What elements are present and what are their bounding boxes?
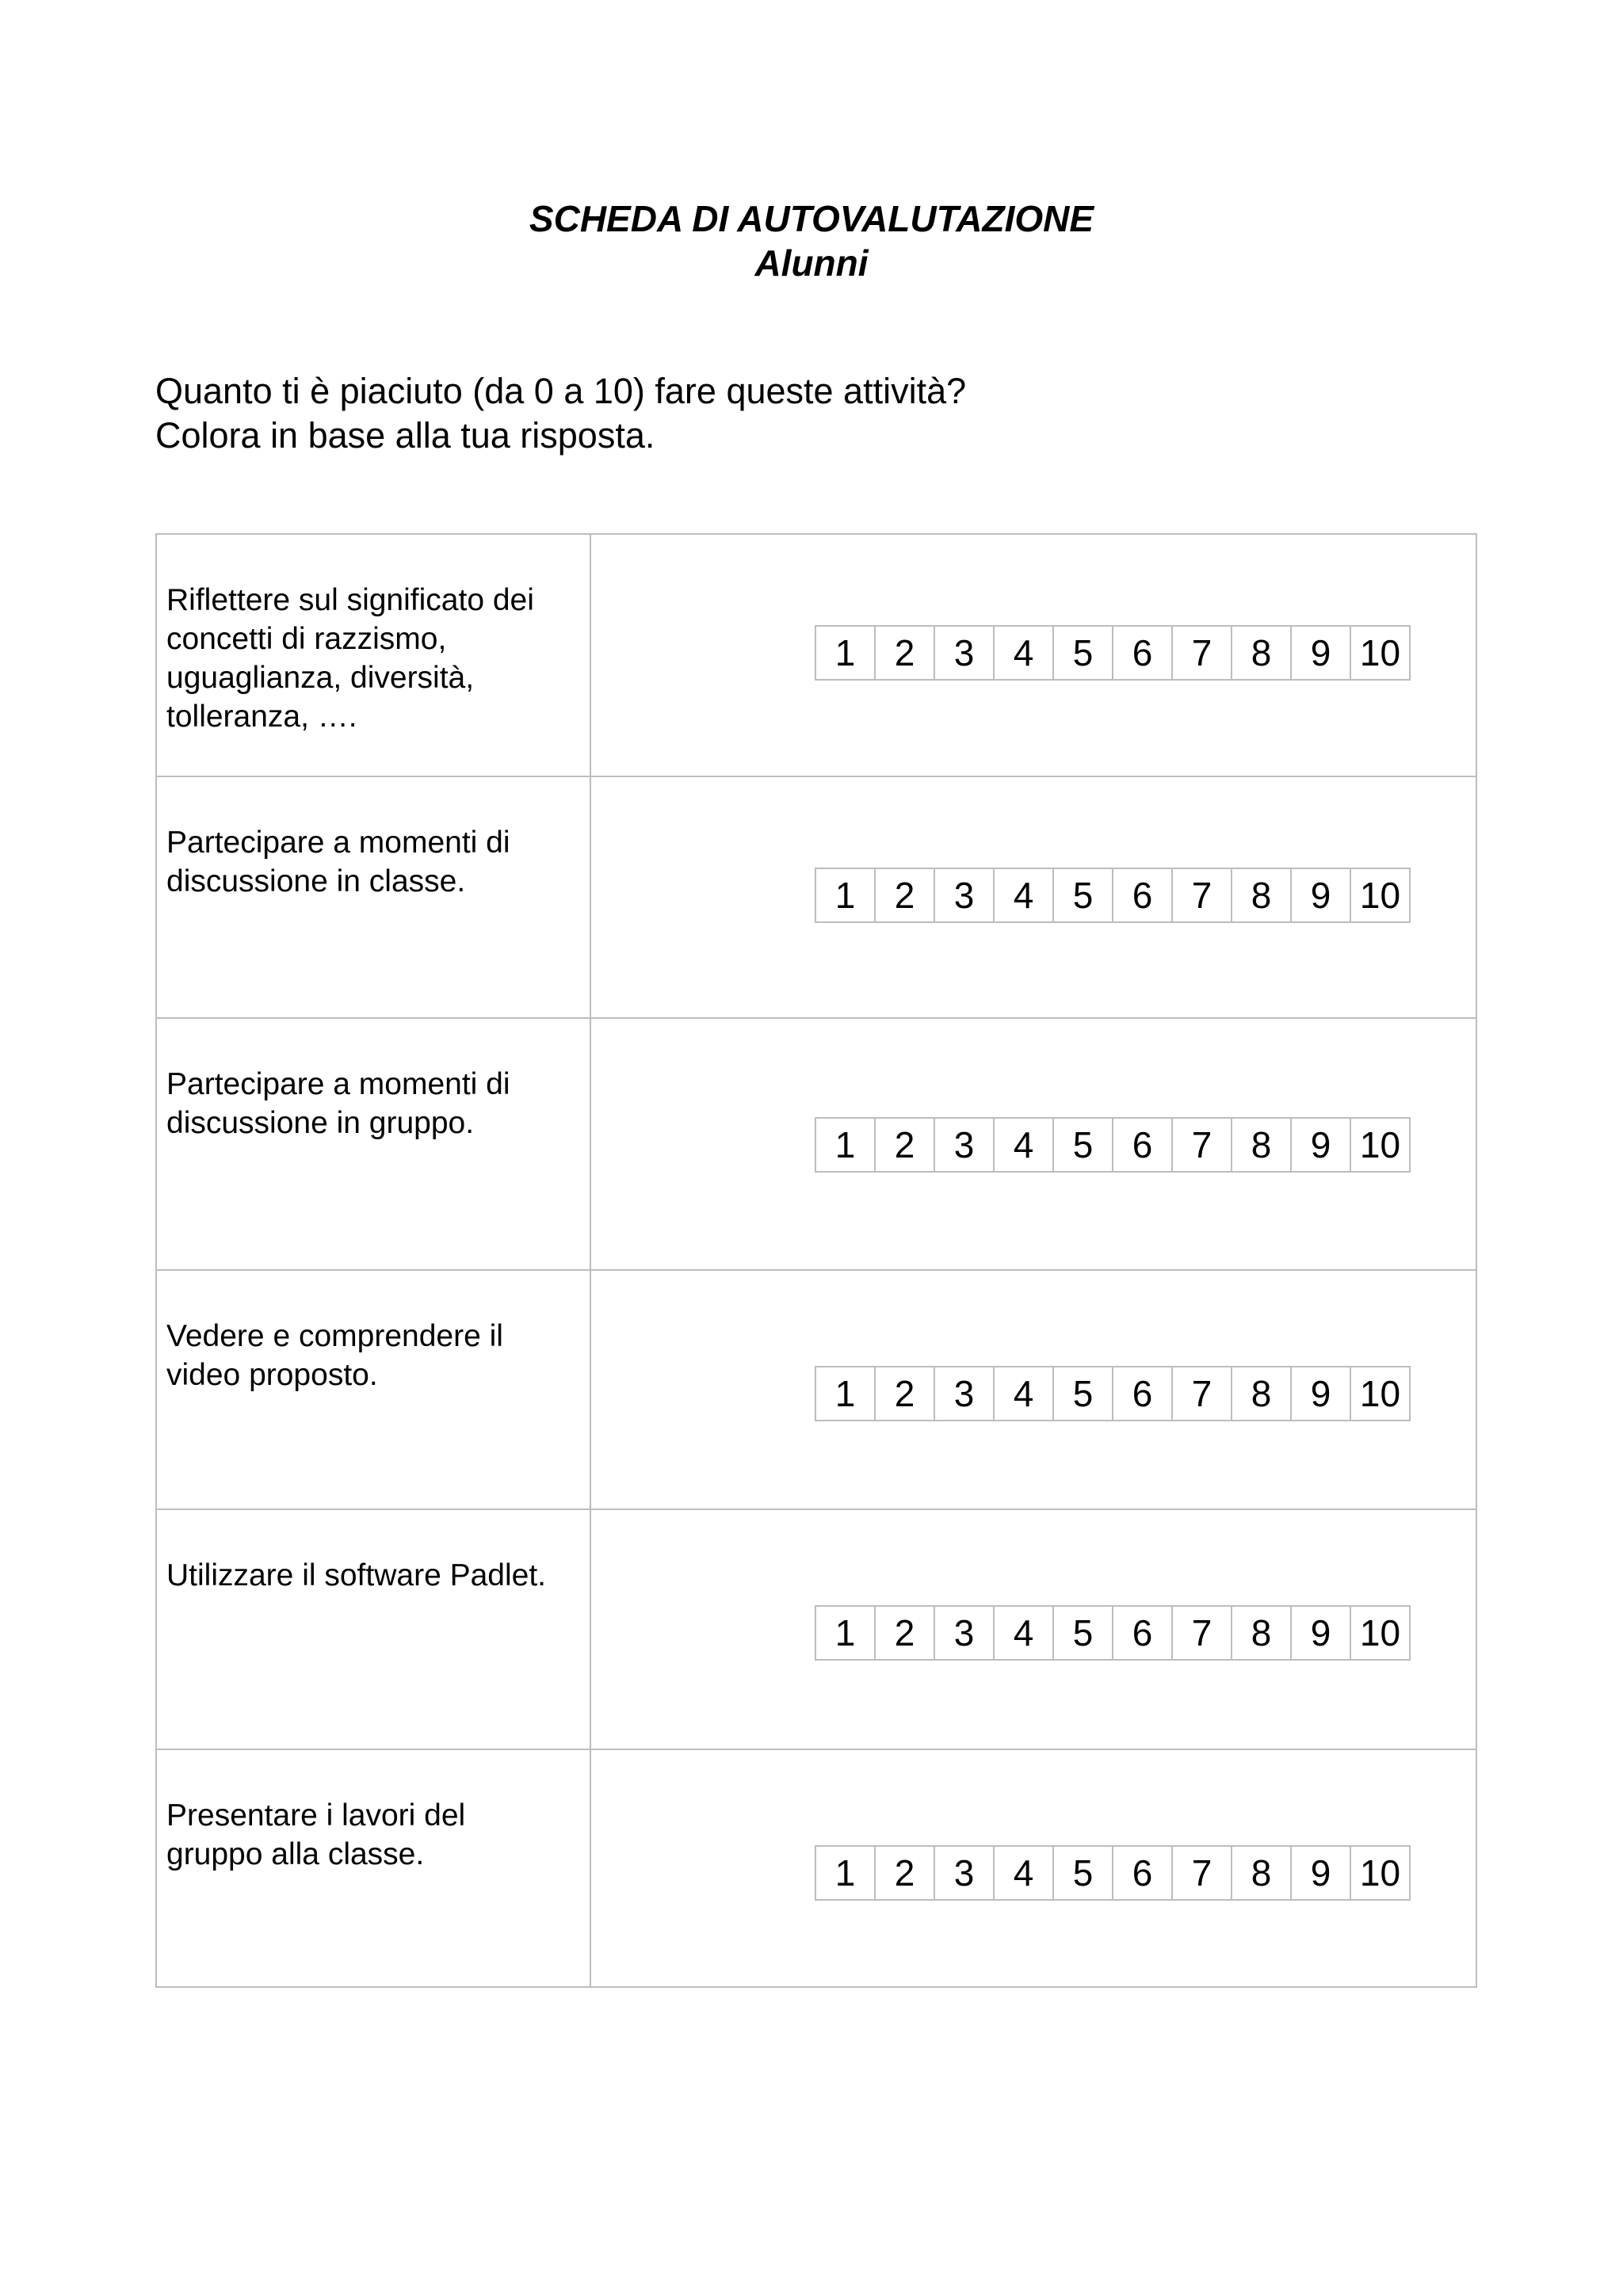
rating-box[interactable]: 7 — [1173, 1366, 1232, 1421]
rating-box[interactable]: 7 — [1173, 1605, 1232, 1661]
rating-box[interactable]: 4 — [995, 1366, 1054, 1421]
rating-box[interactable]: 6 — [1113, 1117, 1173, 1173]
rating-box[interactable]: 10 — [1351, 1605, 1411, 1661]
document-subtitle: Alunni — [754, 242, 869, 284]
rating-box[interactable]: 6 — [1113, 1605, 1173, 1661]
activity-cell — [156, 1270, 590, 1509]
rating-box[interactable]: 3 — [935, 625, 995, 681]
rating-box[interactable]: 5 — [1054, 868, 1113, 923]
rating-box[interactable]: 8 — [1232, 625, 1292, 681]
table-row — [156, 534, 1476, 776]
rating-box[interactable]: 9 — [1292, 1845, 1351, 1901]
rating-box[interactable]: 3 — [935, 868, 995, 923]
rating-box[interactable]: 2 — [876, 1605, 935, 1661]
rating-cell — [590, 1509, 1476, 1749]
rating-cell — [590, 1270, 1476, 1509]
activity-text-line: Presentare i lavori del — [166, 1798, 466, 1833]
rating-box[interactable]: 10 — [1351, 1845, 1411, 1901]
rating-box[interactable]: 10 — [1351, 1117, 1411, 1173]
evaluation-table — [155, 533, 1477, 1988]
table-row — [156, 1749, 1476, 1987]
rating-box[interactable]: 6 — [1113, 625, 1173, 681]
activity-cell — [156, 1018, 590, 1270]
rating-box[interactable]: 10 — [1351, 1366, 1411, 1421]
intro-instruction: Colora in base alla tua risposta. — [155, 415, 655, 456]
rating-box[interactable]: 8 — [1232, 1605, 1292, 1661]
activity-text-line: Partecipare a momenti di — [166, 1067, 510, 1101]
rating-box[interactable]: 9 — [1292, 1117, 1351, 1173]
rating-cell — [590, 534, 1476, 776]
activity-cell — [156, 1749, 590, 1987]
rating-box[interactable]: 2 — [876, 868, 935, 923]
rating-box[interactable]: 8 — [1232, 1117, 1292, 1173]
rating-box[interactable]: 7 — [1173, 1845, 1232, 1901]
activity-text-line: Riflettere sul significato dei — [166, 583, 534, 617]
activity-cell — [156, 1509, 590, 1749]
rating-box[interactable]: 6 — [1113, 868, 1173, 923]
activity-cell — [156, 534, 590, 776]
rating-scale — [815, 1845, 1411, 1901]
rating-box[interactable]: 4 — [995, 1605, 1054, 1661]
rating-box[interactable]: 6 — [1113, 1845, 1173, 1901]
rating-box[interactable]: 1 — [816, 868, 876, 923]
rating-box[interactable]: 1 — [816, 1366, 876, 1421]
table-row — [156, 1509, 1476, 1749]
activity-cell — [156, 776, 590, 1018]
rating-box[interactable]: 10 — [1351, 625, 1411, 681]
activity-text-line: Vedere e comprendere il — [166, 1319, 503, 1353]
rating-box[interactable]: 8 — [1232, 1845, 1292, 1901]
rating-scale — [815, 868, 1411, 923]
rating-box[interactable]: 4 — [995, 1117, 1054, 1173]
rating-box[interactable]: 4 — [995, 868, 1054, 923]
rating-box[interactable]: 5 — [1054, 1366, 1113, 1421]
activity-text-line: uguaglianza, diversità, — [166, 661, 475, 695]
rating-box[interactable]: 8 — [1232, 1366, 1292, 1421]
rating-box[interactable]: 2 — [876, 1366, 935, 1421]
table-row — [156, 776, 1476, 1018]
rating-box[interactable]: 1 — [816, 1605, 876, 1661]
rating-box[interactable]: 1 — [816, 1845, 876, 1901]
rating-box[interactable]: 4 — [995, 625, 1054, 681]
rating-cell — [590, 1018, 1476, 1270]
rating-box[interactable]: 7 — [1173, 625, 1232, 681]
activity-text-line: concetti di razzismo, — [166, 622, 447, 656]
rating-box[interactable]: 9 — [1292, 868, 1351, 923]
rating-scale — [815, 1605, 1411, 1661]
activity-text-line: Utilizzare il software Padlet. — [166, 1558, 547, 1592]
rating-box[interactable]: 2 — [876, 1117, 935, 1173]
rating-box[interactable]: 7 — [1173, 1117, 1232, 1173]
rating-box[interactable]: 3 — [935, 1605, 995, 1661]
rating-box[interactable]: 10 — [1351, 868, 1411, 923]
rating-scale — [815, 1366, 1411, 1421]
rating-box[interactable]: 5 — [1054, 1117, 1113, 1173]
activity-text-line: tolleranza, …. — [166, 700, 357, 734]
activity-text-line: Partecipare a momenti di — [166, 826, 510, 860]
rating-box[interactable]: 7 — [1173, 868, 1232, 923]
rating-box[interactable]: 5 — [1054, 1605, 1113, 1661]
activity-text-line: discussione in classe. — [166, 864, 466, 898]
rating-cell — [590, 776, 1476, 1018]
intro-question: Quanto ti è piaciuto (da 0 a 10) fare queste attività? — [155, 371, 967, 411]
rating-box[interactable]: 8 — [1232, 868, 1292, 923]
rating-box[interactable]: 2 — [876, 1845, 935, 1901]
intro-text — [155, 369, 966, 458]
rating-box[interactable]: 4 — [995, 1845, 1054, 1901]
activity-text-line: video proposto. — [166, 1358, 378, 1392]
rating-box[interactable]: 6 — [1113, 1366, 1173, 1421]
rating-box[interactable]: 3 — [935, 1117, 995, 1173]
rating-box[interactable]: 3 — [935, 1366, 995, 1421]
rating-box[interactable]: 1 — [816, 1117, 876, 1173]
rating-box[interactable]: 5 — [1054, 625, 1113, 681]
rating-box[interactable]: 3 — [935, 1845, 995, 1901]
document-title: SCHEDA DI AUTOVALUTAZIONE — [529, 198, 1094, 239]
rating-box[interactable]: 9 — [1292, 1366, 1351, 1421]
rating-box[interactable]: 1 — [816, 625, 876, 681]
rating-cell — [590, 1749, 1476, 1987]
activity-text-line: gruppo alla classe. — [166, 1837, 425, 1871]
rating-scale — [815, 625, 1411, 681]
rating-scale — [815, 1117, 1411, 1173]
rating-box[interactable]: 2 — [876, 625, 935, 681]
table-row — [156, 1270, 1476, 1509]
rating-box[interactable]: 9 — [1292, 1605, 1351, 1661]
table-row — [156, 1018, 1476, 1270]
activity-text-line: discussione in gruppo. — [166, 1106, 475, 1140]
rating-box[interactable]: 9 — [1292, 625, 1351, 681]
document-header — [0, 196, 1623, 285]
rating-box[interactable]: 5 — [1054, 1845, 1113, 1901]
